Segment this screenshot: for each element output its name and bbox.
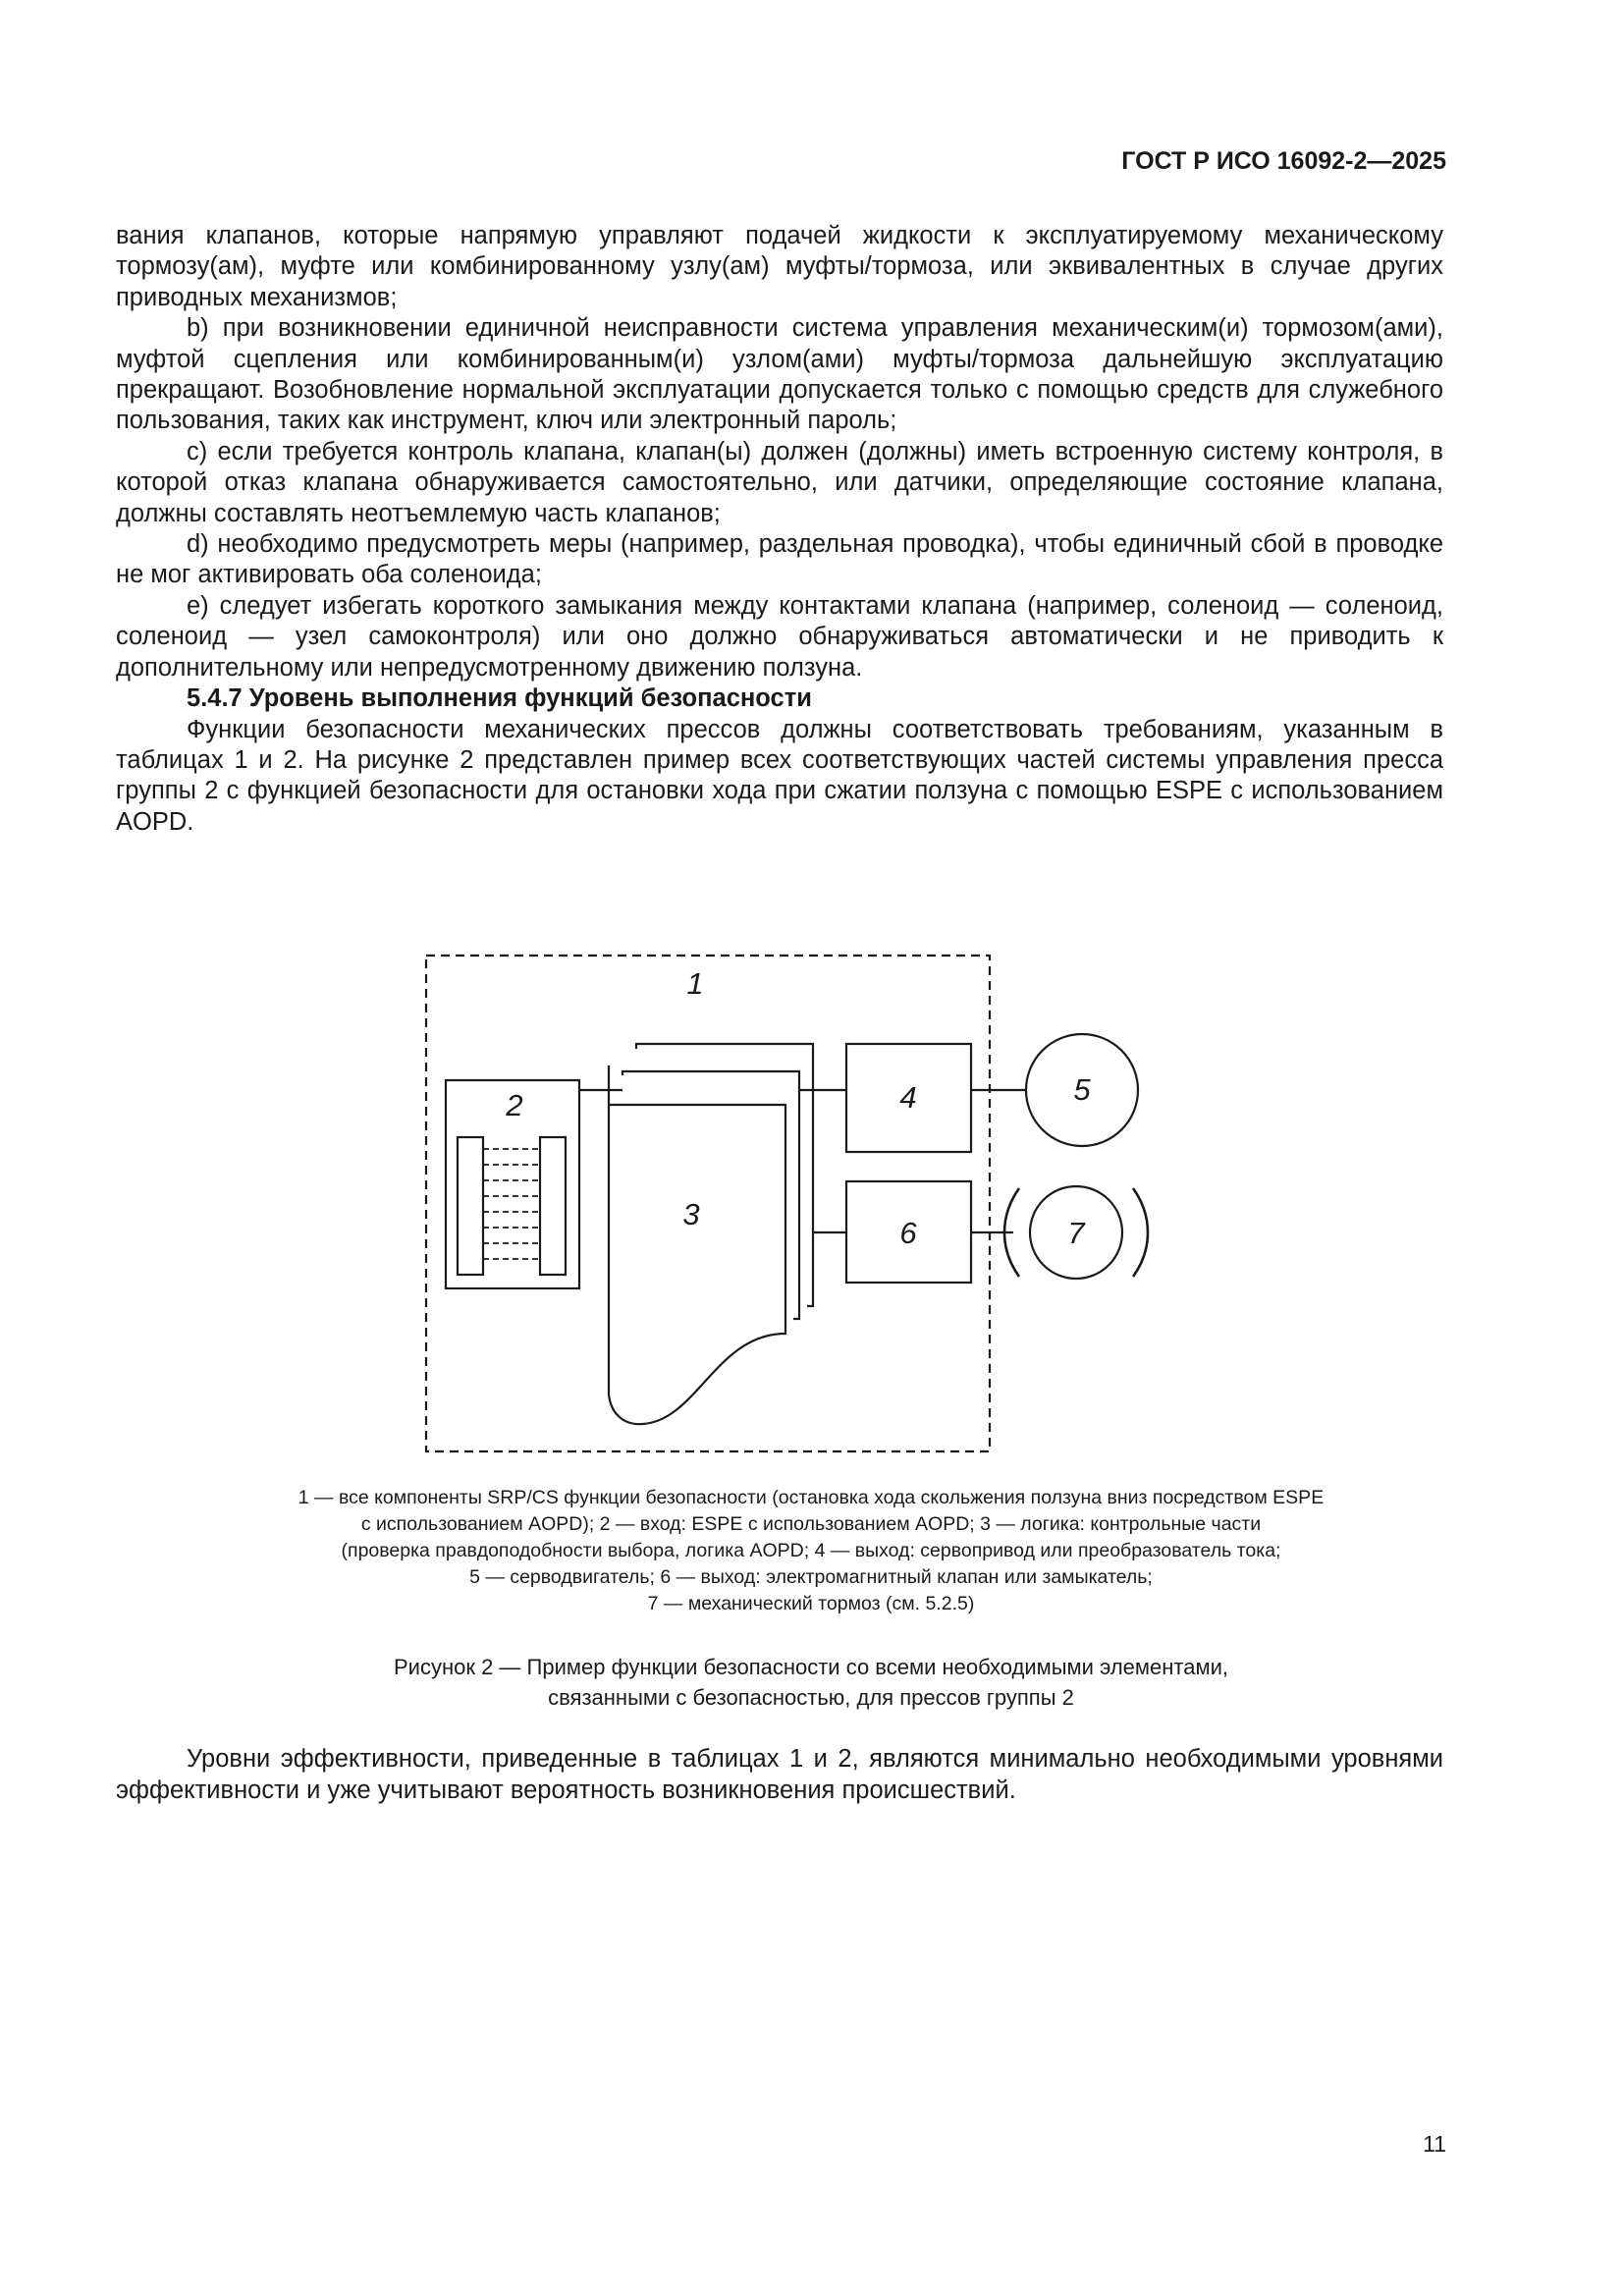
legend-line: 7 — механический тормоз (см. 5.2.5) [647,1593,975,1614]
brake-shoe-right [1133,1188,1148,1277]
section-text: Функции безопасности механических прессов должны соответствовать требованиям, указанным в таблицах 1 и 2. На рисунке 2 представлен пример всех соответствующих частей системы управления пресса группы 2 с функцией безопасности для остановки хода при сжатии ползуна с помощью ESPE с использованием AOPD. [116,715,1443,836]
body-text [116,221,1443,838]
caption-line-2: связанными с безопасностью, для прессов группы 2 [548,1685,1074,1710]
light-curtain-left [458,1137,483,1275]
label-2: 2 [506,1088,523,1122]
label-3: 3 [682,1197,700,1231]
figure-legend [147,1485,1475,1617]
document-code: ГОСТ Р ИСО 16092-2—2025 [1121,147,1446,175]
light-curtain-right [540,1137,566,1275]
list-item-b: b) при возникновении единичной неисправности система управления механическим(и) тормозом(ами), муфтой сцепления или комбинированным(и) узлом(ами) муфты/тормоза дальнейшую эксплуатацию прекращают. Возобновление нормальной эксплуатации допускается только с помощью средств для служебного пользования, таких как инструмент, ключ или электронный пароль; [116,314,1443,435]
light-beams [483,1149,540,1259]
section-heading: 5.4.7 Уровень выполнения функций безопасности [187,684,812,713]
closing-paragraph: Уровни эффективности, приведенные в таблицах 1 и 2, являются минимально необходимыми уровнями эффективности и уже учитывают вероятность возникновения происшествий. [116,1745,1443,1804]
figure-caption [147,1652,1475,1713]
legend-line: 5 — серводвигатель; 6 — выход: электромагнитный клапан или замыкатель; [469,1566,1153,1588]
paragraph-continuation: вания клапанов, которые напрямую управляют подачей жидкости к эксплуатируемому механическому тормозу(ам), муфте или комбинированному узлу(ам) муфты/тормоза, или эквивалентных в случае других приводных механизмов; [116,222,1443,311]
label-7: 7 [1067,1216,1085,1250]
figure-2-diagram [412,943,1159,1453]
page-number: 11 [1423,2131,1446,2157]
caption-line-1: Рисунок 2 — Пример функции безопасности со всеми необходимыми элементами, [394,1655,1228,1679]
label-1: 1 [686,966,704,1001]
closing-paragraph-block [116,1743,1443,1806]
list-item-d: d) необходимо предусмотреть меры (например, раздельная проводка), чтобы единичный сбой в проводке не мог активировать оба соленоида; [116,530,1443,589]
legend-line: (проверка правдоподобности выбора, логика AOPD; 4 — выход: сервопривод или преобразователь тока; [341,1540,1281,1561]
label-4: 4 [899,1080,917,1115]
list-item-c: c) если требуется контроль клапана, клапан(ы) должен (должны) иметь встроенную систему контроля, в которой отказ клапана обнаруживается самостоятельно, или датчики, определяющие состояние клапана, должны составлять неотъемлемую часть клапанов; [116,437,1443,527]
label-5: 5 [1073,1072,1091,1107]
logic-page-front [609,1066,785,1424]
label-6: 6 [899,1216,917,1250]
diagram-svg [412,943,1159,1453]
list-item-e: e) следует избегать короткого замыкания между контактами клапана (например, соленоид — соленоид, соленоид — узел самоконтроля) или оно должно обнаруживаться автоматически и не приводить к дополнительному или непредусмотренному движению ползуна. [116,591,1443,682]
legend-line: 1 — все компоненты SRP/CS функции безопасности (остановка хода скольжения ползуна вниз посредством ESPE [298,1487,1325,1508]
legend-line: с использованием AOPD); 2 — вход: ESPE с использованием AOPD; 3 — логика: контрольные части [360,1513,1262,1535]
